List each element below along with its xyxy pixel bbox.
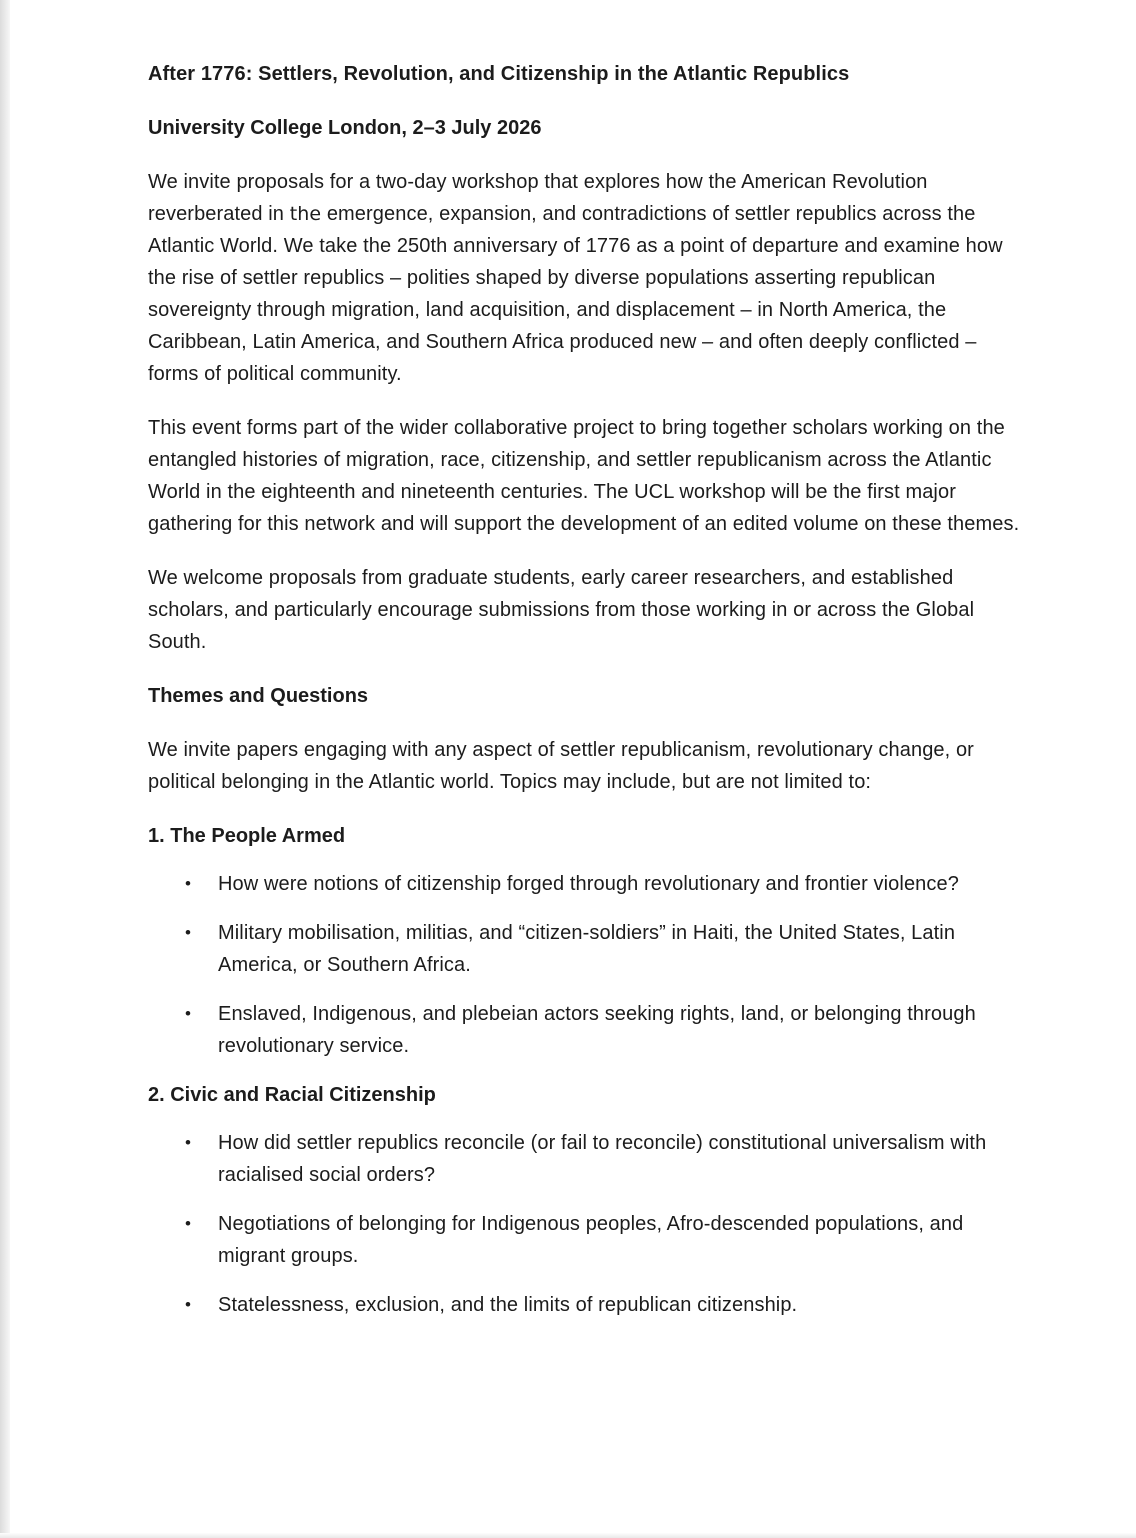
bullet-icon: • — [185, 1214, 191, 1233]
list-item — [148, 998, 1026, 1062]
list-item-text: How did settler republics reconcile (or fail to reconcile) constitutional universalism with racialised social orders? — [218, 1132, 987, 1186]
intro-paragraph — [148, 166, 1026, 390]
list-item-text: Statelessness, exclusion, and the limits of republican citizenship. — [218, 1294, 798, 1316]
themes-intro-paragraph: We invite papers engaging with any aspect of settler republicanism, revolutionary change, or political belonging in the Atlantic world. Topics may include, but are not limited to: — [148, 739, 974, 793]
welcome-paragraph: We welcome proposals from graduate students, early career researchers, and established scholars, and particularly encourage submissions from those working in or across the Global South. — [148, 567, 975, 653]
page-left-edge-shadow — [0, 0, 10, 1538]
section-heading-people-armed: 1. The People Armed — [148, 825, 346, 847]
intro-paragraph-part3: emergence, expansion, and contradictions of settler republics across the Atlantic World. We take the 250th anniversary of 1776 as a point of departure and examine how the rise of settler republics – polities shaped by diverse populations asserting republican sovereignty through migration, land acquisition, and displacement – in North America, the Caribbean, Latin America, and Southern Africa produced new – and often deeply conflicted – forms of political community. — [148, 203, 1003, 385]
project-paragraph: This event forms part of the wider collaborative project to bring together scholars working on the entangled histories of migration, race, citizenship, and settler republicanism across the Atlantic World in the eighteenth and nineteenth centuries. The UCL workshop will be the first major gathering for this network and will support the development of an edited volume on these themes. — [148, 417, 1020, 535]
document-page — [10, 0, 1136, 1533]
section-heading-civic-racial-citizenship: 2. Civic and Racial Citizenship — [148, 1084, 436, 1106]
list-item — [148, 917, 1026, 981]
list-item-text: Military mobilisation, militias, and “citizen-soldiers” in Haiti, the United States, Latin America, or Southern Africa. — [218, 922, 956, 976]
bullet-icon: • — [185, 923, 191, 942]
list-item-text: How were notions of citizenship forged through revolutionary and frontier violence? — [218, 873, 959, 895]
document-title: After 1776: Settlers, Revolution, and Citizenship in the Atlantic Republics — [148, 63, 850, 85]
list-item — [148, 1127, 1026, 1191]
list-item — [148, 1208, 1026, 1272]
page-bottom-edge-shadow — [0, 1533, 1136, 1538]
list-item-text: Negotiations of belonging for Indigenous peoples, Afro-descended populations, and migrant groups. — [218, 1213, 964, 1267]
bullet-icon: • — [185, 1004, 191, 1023]
intro-paragraph-mixed-font-word: the — [289, 203, 322, 225]
intro-paragraph-part1: We invite proposals for a two-day workshop that explores how the American Revolution reverberated in — [148, 171, 928, 225]
bullet-icon: • — [185, 874, 191, 893]
document-subtitle: University College London, 2–3 July 2026 — [148, 117, 542, 139]
list-item — [148, 868, 1026, 900]
list-item-text: Enslaved, Indigenous, and plebeian actors seeking rights, land, or belonging through revolutionary service. — [218, 1003, 976, 1057]
list-item — [148, 1289, 1026, 1321]
bullet-icon: • — [185, 1133, 191, 1152]
themes-heading: Themes and Questions — [148, 685, 369, 707]
bullet-icon: • — [185, 1295, 191, 1314]
